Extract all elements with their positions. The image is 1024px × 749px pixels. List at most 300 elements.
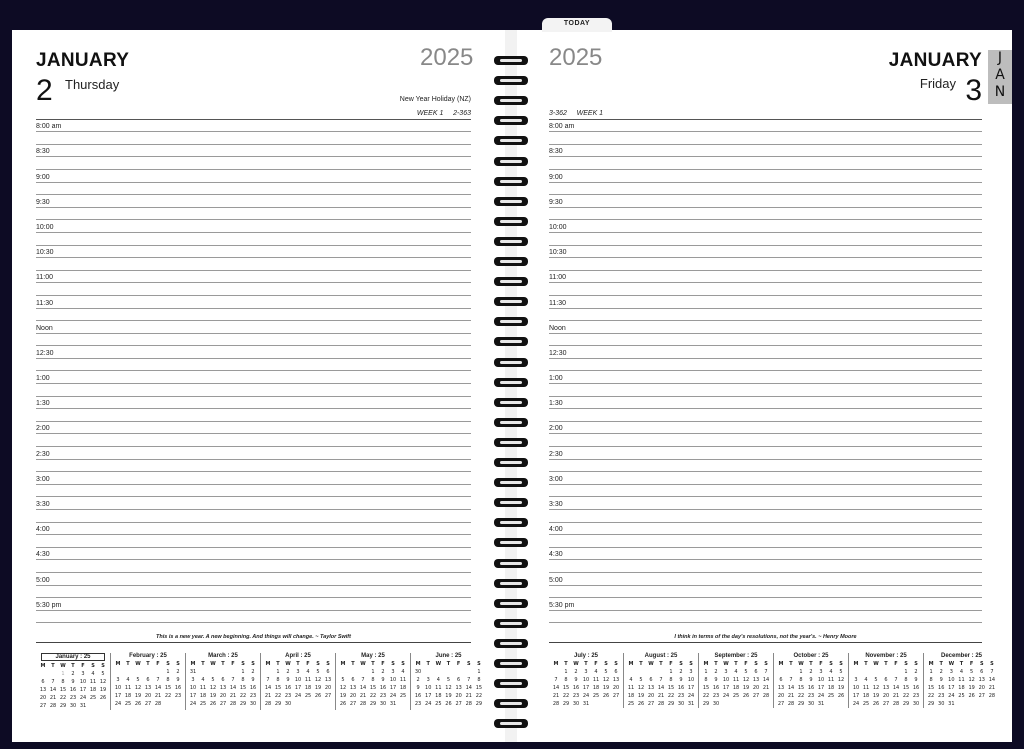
calendar-day[interactable]: 20: [647, 693, 655, 699]
calendar-day[interactable]: 12: [314, 677, 322, 683]
calendar-day[interactable]: 15: [164, 685, 172, 691]
calendar-day[interactable]: 16: [807, 685, 815, 691]
calendar-day[interactable]: 10: [425, 685, 432, 691]
calendar-day[interactable]: 15: [702, 685, 710, 691]
calendar-day[interactable]: 25: [827, 693, 835, 699]
calendar-day[interactable]: 28: [229, 701, 237, 707]
calendar-day[interactable]: 17: [852, 693, 860, 699]
time-slot-row[interactable]: [549, 497, 982, 510]
calendar-day[interactable]: 26: [99, 695, 107, 701]
calendar-day[interactable]: 13: [455, 685, 462, 691]
calendar-day[interactable]: 27: [978, 693, 985, 699]
time-slot-row[interactable]: [36, 120, 471, 133]
half-slot-row[interactable]: [36, 334, 471, 347]
calendar-day[interactable]: 5: [316, 669, 320, 675]
time-slot-row[interactable]: [549, 271, 982, 284]
calendar-day[interactable]: 28: [892, 701, 900, 707]
calendar-day[interactable]: 24: [389, 693, 397, 699]
calendar-day[interactable]: 31: [389, 701, 397, 707]
calendar-day[interactable]: 15: [927, 685, 935, 691]
calendar-day[interactable]: 28: [787, 701, 795, 707]
calendar-day[interactable]: 28: [988, 693, 996, 699]
calendar-day[interactable]: 2: [914, 669, 918, 675]
calendar-day[interactable]: 31: [817, 701, 825, 707]
calendar-day[interactable]: 17: [582, 685, 590, 691]
right-time-grid[interactable]: [549, 107, 982, 623]
calendar-day[interactable]: 28: [49, 703, 57, 709]
calendar-day[interactable]: 22: [59, 695, 67, 701]
calendar-day[interactable]: 1: [564, 669, 568, 675]
half-slot-row[interactable]: [36, 535, 471, 548]
calendar-day[interactable]: 18: [124, 693, 132, 699]
calendar-day[interactable]: 20: [882, 693, 890, 699]
calendar-day[interactable]: 15: [239, 685, 247, 691]
calendar-day[interactable]: 3: [724, 669, 728, 675]
calendar-day[interactable]: 13: [978, 677, 985, 683]
calendar-day[interactable]: 9: [939, 677, 943, 683]
half-slot-row[interactable]: [36, 208, 471, 221]
calendar-day[interactable]: 25: [304, 693, 312, 699]
calendar-day[interactable]: 18: [89, 687, 97, 693]
calendar-day[interactable]: 30: [69, 703, 77, 709]
calendar-day[interactable]: 8: [564, 677, 568, 683]
calendar-day[interactable]: 7: [156, 677, 160, 683]
calendar-day[interactable]: 21: [892, 693, 900, 699]
calendar-day[interactable]: 1: [704, 669, 708, 675]
calendar-day[interactable]: 23: [379, 693, 387, 699]
calendar-day[interactable]: 14: [49, 687, 57, 693]
calendar-day[interactable]: 14: [552, 685, 560, 691]
calendar-day[interactable]: 8: [241, 677, 245, 683]
calendar-day[interactable]: 25: [627, 701, 635, 707]
calendar-day[interactable]: 19: [602, 685, 610, 691]
time-slot-row[interactable]: [549, 422, 982, 435]
calendar-day[interactable]: 27: [612, 693, 620, 699]
half-slot-row[interactable]: [36, 611, 471, 624]
calendar-day[interactable]: 11: [958, 677, 965, 683]
calendar-day[interactable]: 24: [722, 693, 730, 699]
calendar-day[interactable]: 17: [389, 685, 397, 691]
calendar-day[interactable]: 12: [99, 679, 107, 685]
half-slot-row[interactable]: [549, 434, 982, 447]
calendar-day[interactable]: 13: [752, 677, 760, 683]
time-slot-row[interactable]: [549, 246, 982, 259]
calendar-day[interactable]: 10: [294, 677, 302, 683]
calendar-day[interactable]: 12: [872, 685, 880, 691]
half-slot-row[interactable]: [36, 233, 471, 246]
calendar-day[interactable]: 2: [809, 669, 813, 675]
calendar-day[interactable]: 19: [314, 685, 322, 691]
calendar-day[interactable]: 18: [827, 685, 835, 691]
calendar-day[interactable]: 25: [124, 701, 132, 707]
calendar-day[interactable]: 22: [475, 693, 483, 699]
calendar-day[interactable]: 9: [914, 677, 918, 683]
calendar-day[interactable]: 14: [988, 677, 996, 683]
calendar-day[interactable]: 6: [146, 677, 150, 683]
calendar-day[interactable]: 10: [817, 677, 825, 683]
calendar-day[interactable]: 26: [968, 693, 975, 699]
calendar-day[interactable]: 13: [777, 685, 785, 691]
calendar-day[interactable]: 26: [602, 693, 610, 699]
calendar-day[interactable]: 11: [827, 677, 835, 683]
half-slot-row[interactable]: [549, 535, 982, 548]
half-slot-row[interactable]: [36, 485, 471, 498]
calendar-day[interactable]: 4: [436, 677, 440, 683]
calendar-day[interactable]: 4: [864, 677, 868, 683]
half-slot-row[interactable]: [549, 586, 982, 599]
calendar-day[interactable]: 12: [209, 685, 217, 691]
calendar-day[interactable]: 20: [324, 685, 332, 691]
mini-calendar[interactable]: [849, 653, 924, 708]
half-slot-row[interactable]: [36, 384, 471, 397]
calendar-day[interactable]: 15: [369, 685, 377, 691]
calendar-day[interactable]: 7: [361, 677, 365, 683]
time-slot-row[interactable]: [36, 271, 471, 284]
calendar-day[interactable]: 26: [209, 701, 217, 707]
calendar-day[interactable]: 27: [882, 701, 890, 707]
calendar-day[interactable]: 13: [612, 677, 620, 683]
calendar-day[interactable]: 30: [938, 701, 945, 707]
calendar-day[interactable]: 14: [229, 685, 237, 691]
calendar-day[interactable]: 11: [592, 677, 600, 683]
calendar-day[interactable]: 16: [379, 685, 387, 691]
calendar-day[interactable]: 9: [679, 677, 683, 683]
calendar-day[interactable]: 24: [948, 693, 955, 699]
calendar-day[interactable]: 4: [594, 669, 598, 675]
calendar-day[interactable]: 16: [677, 685, 685, 691]
calendar-day[interactable]: 31: [582, 701, 590, 707]
calendar-day[interactable]: 11: [124, 685, 132, 691]
calendar-day[interactable]: 27: [219, 701, 227, 707]
calendar-day[interactable]: 21: [552, 693, 560, 699]
calendar-day[interactable]: 5: [744, 669, 748, 675]
calendar-day[interactable]: 2: [574, 669, 578, 675]
calendar-day[interactable]: 7: [990, 669, 994, 675]
calendar-day[interactable]: 19: [872, 693, 880, 699]
half-slot-row[interactable]: [549, 409, 982, 422]
calendar-day[interactable]: 1: [669, 669, 673, 675]
calendar-day[interactable]: 1: [929, 669, 933, 675]
time-slot-row[interactable]: [36, 170, 471, 183]
time-slot-row[interactable]: [549, 548, 982, 561]
calendar-day[interactable]: 23: [174, 693, 182, 699]
calendar-day[interactable]: 21: [465, 693, 472, 699]
calendar-day[interactable]: 5: [101, 671, 105, 677]
calendar-day[interactable]: 1: [61, 671, 65, 677]
calendar-day[interactable]: 17: [425, 693, 432, 699]
calendar-day[interactable]: 1: [241, 669, 245, 675]
calendar-day[interactable]: 8: [799, 677, 803, 683]
calendar-day[interactable]: 11: [627, 685, 635, 691]
calendar-day[interactable]: 24: [189, 701, 197, 707]
calendar-day[interactable]: 16: [249, 685, 257, 691]
calendar-day[interactable]: 30: [249, 701, 257, 707]
calendar-day[interactable]: 2: [679, 669, 683, 675]
calendar-day[interactable]: 26: [742, 693, 750, 699]
calendar-day[interactable]: 1: [477, 669, 481, 675]
calendar-day[interactable]: 17: [114, 693, 122, 699]
calendar-day[interactable]: 29: [59, 703, 67, 709]
calendar-day[interactable]: 28: [552, 701, 560, 707]
calendar-day[interactable]: 5: [604, 669, 608, 675]
mini-calendar[interactable]: [774, 653, 849, 708]
calendar-day[interactable]: 22: [702, 693, 710, 699]
calendar-day[interactable]: 6: [614, 669, 618, 675]
half-slot-row[interactable]: [36, 586, 471, 599]
half-slot-row[interactable]: [549, 485, 982, 498]
calendar-day[interactable]: 26: [445, 701, 452, 707]
calendar-day[interactable]: 30: [414, 669, 422, 675]
calendar-day[interactable]: 23: [712, 693, 720, 699]
calendar-day[interactable]: 10: [189, 685, 197, 691]
calendar-day[interactable]: 18: [627, 693, 635, 699]
calendar-day[interactable]: 3: [116, 677, 120, 683]
calendar-day[interactable]: 4: [734, 669, 738, 675]
calendar-day[interactable]: 21: [359, 693, 367, 699]
calendar-day[interactable]: 10: [722, 677, 730, 683]
calendar-day[interactable]: 2: [381, 669, 385, 675]
half-slot-row[interactable]: [36, 132, 471, 145]
calendar-day[interactable]: 7: [894, 677, 898, 683]
calendar-day[interactable]: 28: [657, 701, 665, 707]
calendar-day[interactable]: 6: [457, 677, 461, 683]
half-slot-row[interactable]: [549, 258, 982, 271]
calendar-day[interactable]: 2: [251, 669, 255, 675]
calendar-day[interactable]: 25: [399, 693, 407, 699]
calendar-day[interactable]: 10: [114, 685, 122, 691]
half-slot-row[interactable]: [549, 611, 982, 624]
calendar-day[interactable]: 21: [657, 693, 665, 699]
calendar-day[interactable]: 25: [199, 701, 207, 707]
time-slot-row[interactable]: [549, 472, 982, 485]
calendar-day[interactable]: 28: [264, 701, 272, 707]
calendar-day[interactable]: 11: [399, 677, 407, 683]
calendar-day[interactable]: 29: [369, 701, 377, 707]
calendar-day[interactable]: 9: [574, 677, 578, 683]
calendar-day[interactable]: 31: [687, 701, 695, 707]
calendar-day[interactable]: 7: [51, 679, 55, 685]
calendar-day[interactable]: 16: [174, 685, 182, 691]
calendar-day[interactable]: 29: [274, 701, 282, 707]
time-slot-row[interactable]: [549, 397, 982, 410]
calendar-day[interactable]: 3: [949, 669, 953, 675]
calendar-day[interactable]: 9: [809, 677, 813, 683]
time-slot-row[interactable]: [36, 220, 471, 233]
calendar-day[interactable]: 15: [562, 685, 570, 691]
calendar-day[interactable]: 5: [839, 669, 843, 675]
calendar-day[interactable]: 8: [477, 677, 481, 683]
calendar-day[interactable]: 24: [114, 701, 122, 707]
calendar-day[interactable]: 11: [862, 685, 870, 691]
time-slot-row[interactable]: [549, 220, 982, 233]
calendar-day[interactable]: 26: [134, 701, 142, 707]
calendar-day[interactable]: 5: [211, 677, 215, 683]
calendar-day[interactable]: 12: [837, 677, 845, 683]
time-slot-row[interactable]: [549, 145, 982, 158]
calendar-day[interactable]: 23: [69, 695, 77, 701]
half-slot-row[interactable]: [36, 560, 471, 573]
half-slot-row[interactable]: [36, 183, 471, 196]
calendar-day[interactable]: 27: [144, 701, 152, 707]
calendar-day[interactable]: 6: [754, 669, 758, 675]
calendar-day[interactable]: 8: [276, 677, 280, 683]
calendar-day[interactable]: 8: [669, 677, 673, 683]
calendar-day[interactable]: 11: [89, 679, 97, 685]
calendar-day[interactable]: 29: [475, 701, 483, 707]
calendar-day[interactable]: 24: [79, 695, 87, 701]
half-slot-row[interactable]: [36, 510, 471, 523]
time-slot-row[interactable]: [36, 548, 471, 561]
mini-calendar[interactable]: [336, 653, 411, 710]
mini-calendar[interactable]: [36, 653, 111, 710]
calendar-day[interactable]: 27: [647, 701, 655, 707]
calendar-day[interactable]: 17: [817, 685, 825, 691]
calendar-day[interactable]: 9: [714, 677, 718, 683]
mini-calendar[interactable]: [186, 653, 261, 710]
calendar-day[interactable]: 16: [712, 685, 720, 691]
calendar-day[interactable]: 21: [49, 695, 57, 701]
calendar-day[interactable]: 2: [939, 669, 943, 675]
half-slot-row[interactable]: [36, 283, 471, 296]
calendar-day[interactable]: 19: [134, 693, 142, 699]
calendar-day[interactable]: 23: [677, 693, 685, 699]
calendar-day[interactable]: 21: [787, 693, 795, 699]
calendar-day[interactable]: 23: [284, 693, 292, 699]
calendar-day[interactable]: 4: [201, 677, 205, 683]
calendar-day[interactable]: 13: [882, 685, 890, 691]
calendar-day[interactable]: 26: [637, 701, 645, 707]
calendar-day[interactable]: 13: [349, 685, 357, 691]
time-slot-row[interactable]: [36, 598, 471, 611]
calendar-day[interactable]: 1: [799, 669, 803, 675]
calendar-day[interactable]: 5: [341, 677, 345, 683]
calendar-day[interactable]: 14: [892, 685, 900, 691]
calendar-day[interactable]: 31: [79, 703, 87, 709]
calendar-day[interactable]: 4: [126, 677, 130, 683]
calendar-day[interactable]: 13: [324, 677, 332, 683]
calendar-day[interactable]: 9: [416, 685, 420, 691]
half-slot-row[interactable]: [549, 560, 982, 573]
half-slot-row[interactable]: [36, 409, 471, 422]
time-slot-row[interactable]: [549, 573, 982, 586]
calendar-day[interactable]: 8: [904, 677, 908, 683]
calendar-day[interactable]: 4: [91, 671, 95, 677]
time-slot-row[interactable]: [549, 195, 982, 208]
time-slot-row[interactable]: [36, 523, 471, 536]
calendar-day[interactable]: 13: [219, 685, 227, 691]
calendar-day[interactable]: 28: [762, 693, 770, 699]
time-slot-row[interactable]: [549, 523, 982, 536]
calendar-day[interactable]: 4: [306, 669, 310, 675]
calendar-day[interactable]: 6: [649, 677, 653, 683]
half-slot-row[interactable]: [549, 183, 982, 196]
calendar-day[interactable]: 27: [455, 701, 462, 707]
calendar-day[interactable]: 14: [264, 685, 272, 691]
calendar-day[interactable]: 12: [968, 677, 975, 683]
calendar-day[interactable]: 28: [359, 701, 367, 707]
half-slot-row[interactable]: [36, 434, 471, 447]
calendar-day[interactable]: 21: [264, 693, 272, 699]
calendar-day[interactable]: 17: [722, 685, 730, 691]
calendar-day[interactable]: 19: [99, 687, 107, 693]
calendar-day[interactable]: 25: [89, 695, 97, 701]
calendar-day[interactable]: 19: [637, 693, 645, 699]
today-tab[interactable]: TODAY: [542, 18, 612, 32]
time-slot-row[interactable]: [549, 447, 982, 460]
mini-calendar[interactable]: [111, 653, 186, 710]
calendar-day[interactable]: 20: [349, 693, 357, 699]
calendar-day[interactable]: 16: [572, 685, 580, 691]
calendar-day[interactable]: 8: [61, 679, 65, 685]
calendar-day[interactable]: 22: [274, 693, 282, 699]
time-slot-row[interactable]: [549, 296, 982, 309]
calendar-day[interactable]: 4: [959, 669, 964, 675]
time-slot-row[interactable]: [36, 346, 471, 359]
calendar-day[interactable]: 16: [912, 685, 920, 691]
calendar-day[interactable]: 8: [929, 677, 933, 683]
left-time-grid[interactable]: [36, 107, 471, 623]
calendar-day[interactable]: 30: [572, 701, 580, 707]
calendar-day[interactable]: 7: [231, 677, 235, 683]
calendar-day[interactable]: 24: [817, 693, 825, 699]
calendar-day[interactable]: 30: [284, 701, 292, 707]
time-slot-row[interactable]: [36, 296, 471, 309]
calendar-day[interactable]: 12: [445, 685, 452, 691]
calendar-day[interactable]: 20: [777, 693, 785, 699]
calendar-day[interactable]: 16: [284, 685, 292, 691]
calendar-day[interactable]: 7: [659, 677, 663, 683]
mini-calendar[interactable]: [261, 653, 336, 710]
calendar-day[interactable]: 2: [416, 677, 420, 683]
calendar-day[interactable]: 25: [958, 693, 965, 699]
calendar-day[interactable]: 3: [391, 669, 395, 675]
calendar-day[interactable]: 6: [779, 677, 783, 683]
calendar-day[interactable]: 12: [134, 685, 142, 691]
calendar-day[interactable]: 12: [339, 685, 347, 691]
calendar-day[interactable]: 3: [191, 677, 195, 683]
calendar-day[interactable]: 10: [948, 677, 955, 683]
calendar-day[interactable]: 23: [807, 693, 815, 699]
calendar-day[interactable]: 19: [339, 693, 347, 699]
calendar-day[interactable]: 21: [154, 693, 162, 699]
calendar-day[interactable]: 8: [166, 677, 170, 683]
calendar-day[interactable]: 9: [286, 677, 290, 683]
time-slot-row[interactable]: [36, 195, 471, 208]
calendar-day[interactable]: 27: [39, 703, 47, 709]
calendar-day[interactable]: 3: [426, 677, 430, 683]
calendar-day[interactable]: 20: [144, 693, 152, 699]
mini-calendar[interactable]: [924, 653, 999, 708]
time-slot-row[interactable]: [549, 346, 982, 359]
calendar-day[interactable]: 22: [902, 693, 910, 699]
time-slot-row[interactable]: [36, 246, 471, 259]
calendar-day[interactable]: 3: [854, 677, 858, 683]
calendar-day[interactable]: 10: [389, 677, 397, 683]
calendar-day[interactable]: 29: [702, 701, 710, 707]
time-slot-row[interactable]: [36, 573, 471, 586]
calendar-day[interactable]: 9: [176, 677, 180, 683]
time-slot-row[interactable]: [36, 371, 471, 384]
calendar-day[interactable]: 14: [154, 685, 162, 691]
calendar-day[interactable]: 25: [732, 693, 740, 699]
calendar-day[interactable]: 10: [852, 685, 860, 691]
calendar-day[interactable]: 17: [79, 687, 87, 693]
calendar-day[interactable]: 20: [219, 693, 227, 699]
calendar-day[interactable]: 29: [239, 701, 247, 707]
calendar-day[interactable]: 11: [435, 685, 442, 691]
calendar-day[interactable]: 14: [787, 685, 795, 691]
calendar-day[interactable]: 27: [752, 693, 760, 699]
